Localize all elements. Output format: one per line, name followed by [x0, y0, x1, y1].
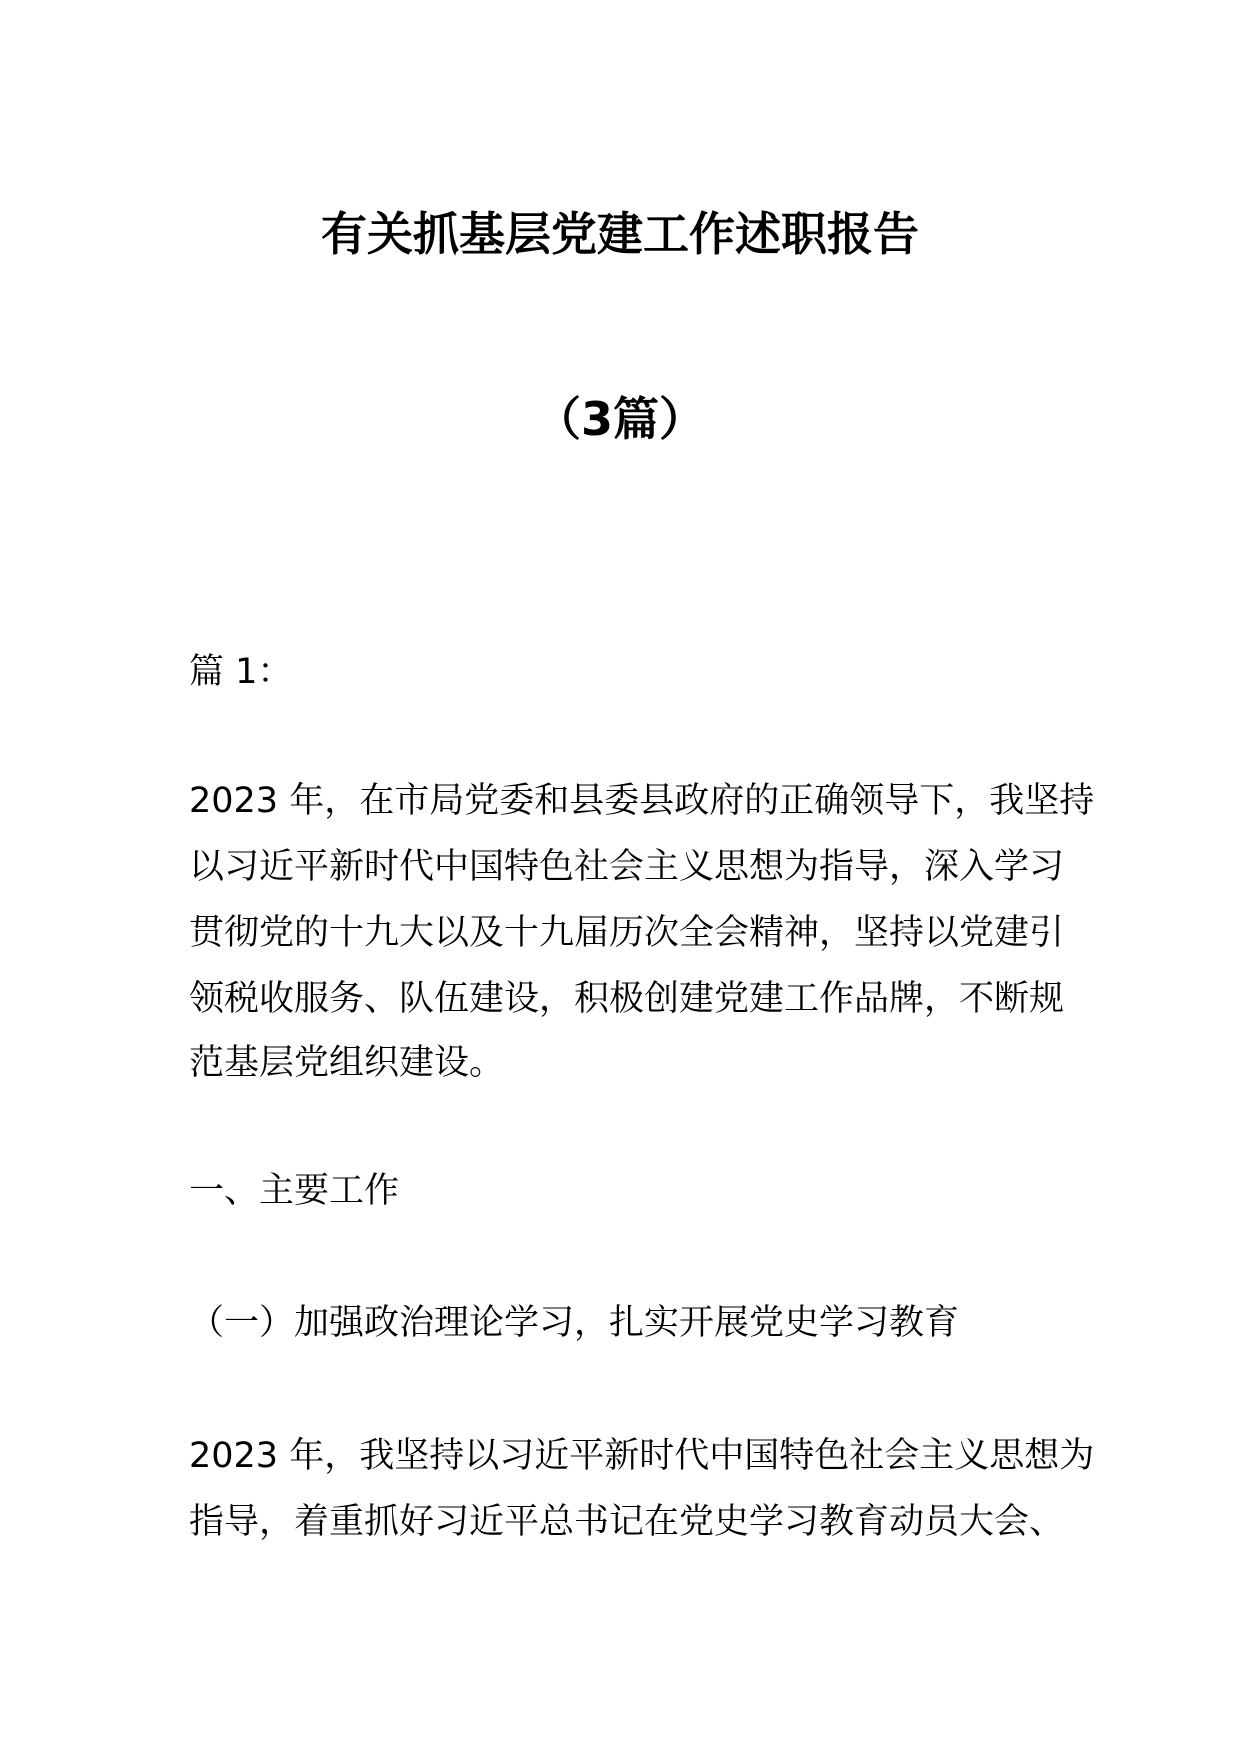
intro-line: 领税收服务、队伍建设，积极创建党建工作品牌，不断规 — [189, 979, 1065, 1019]
paragraph-line: 2023 年，我坚持以习近平新时代中国特色社会主义思想为 — [189, 1436, 1095, 1476]
document-title: 有关抓基层党建工作述职报告 — [321, 207, 919, 261]
subheading: （一）加强政治理论学习，扎实开展党史学习教育 — [189, 1303, 960, 1343]
intro-line: 以习近平新时代中国特色社会主义思想为指导，深入学习 — [189, 847, 1065, 887]
heading: 一、主要工作 — [189, 1171, 400, 1211]
section-label: 篇 1： — [189, 652, 293, 692]
document-subtitle: （3篇） — [534, 392, 705, 446]
paragraph-line: 指导，着重抓好习近平总书记在党史学习教育动员大会、 — [189, 1502, 1065, 1542]
intro-line: 范基层党组织建设。 — [189, 1043, 505, 1083]
intro-line: 2023 年，在市局党委和县委县政府的正确领导下，我坚持 — [189, 781, 1095, 821]
intro-line: 贯彻党的十九大以及十九届历次全会精神，坚持以党建引 — [189, 913, 1065, 953]
